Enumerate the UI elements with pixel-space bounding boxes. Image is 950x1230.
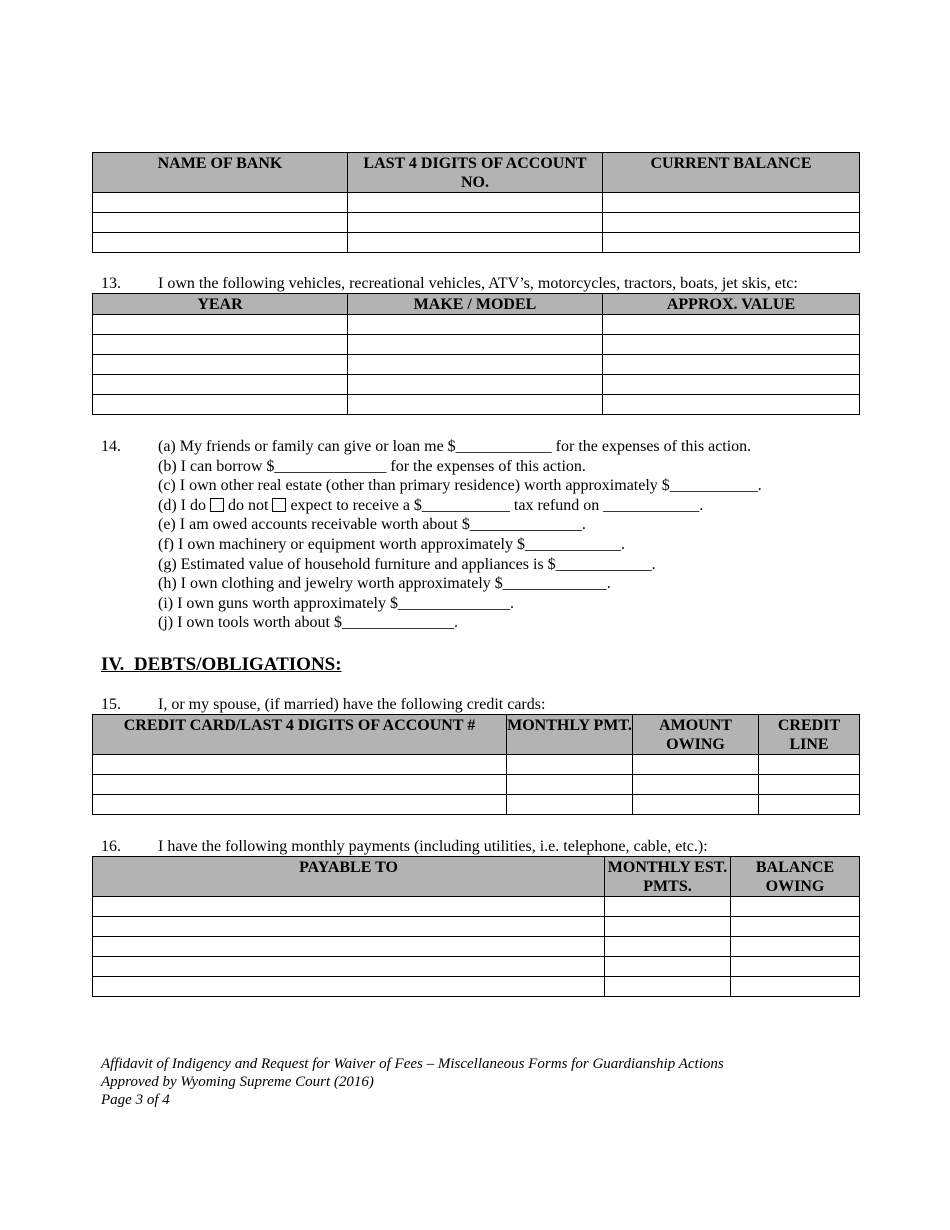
item-14i: (i) I own guns worth approximately $______________. bbox=[158, 595, 514, 612]
credit-cards-table bbox=[92, 714, 860, 815]
table-cell[interactable] bbox=[605, 917, 731, 937]
table-row bbox=[93, 897, 860, 917]
table-row bbox=[93, 315, 860, 335]
table-cell[interactable] bbox=[507, 755, 633, 775]
table-row bbox=[93, 775, 860, 795]
header-year: YEAR bbox=[93, 294, 348, 315]
table-cell[interactable] bbox=[605, 937, 731, 957]
table-cell[interactable] bbox=[93, 957, 605, 977]
table-cell[interactable] bbox=[731, 897, 860, 917]
section-heading-debts: IV. DEBTS/OBLIGATIONS: bbox=[101, 654, 342, 675]
header-monthly-pmt: MONTHLY PMT. bbox=[507, 715, 633, 755]
table-cell[interactable] bbox=[93, 917, 605, 937]
header-balance-owing: BALANCE OWING bbox=[731, 857, 860, 897]
question-13-text: I own the following vehicles, recreational vehicles, ATV’s, motorcycles, tractors, boats, jet skis, etc: bbox=[158, 275, 798, 292]
table-cell[interactable] bbox=[93, 213, 348, 233]
question-16-text: I have the following monthly payments (including utilities, i.e. telephone, cable, etc.): bbox=[158, 838, 708, 855]
question-16-number: 16. bbox=[101, 838, 121, 855]
header-last-4-digits: LAST 4 DIGITS OF ACCOUNT NO. bbox=[348, 153, 603, 193]
table-cell[interactable] bbox=[93, 355, 348, 375]
table-cell[interactable] bbox=[731, 937, 860, 957]
item-14d bbox=[158, 496, 703, 515]
table-cell[interactable] bbox=[348, 335, 603, 355]
table-row bbox=[93, 917, 860, 937]
table-cell[interactable] bbox=[731, 957, 860, 977]
monthly-payments-table bbox=[92, 856, 860, 997]
table-cell[interactable] bbox=[93, 937, 605, 957]
table-cell[interactable] bbox=[348, 193, 603, 213]
header-current-balance: CURRENT BALANCE bbox=[603, 153, 860, 193]
table-cell[interactable] bbox=[93, 795, 507, 815]
item-14b: (b) I can borrow $______________ for the expenses of this action. bbox=[158, 458, 586, 475]
question-15-number: 15. bbox=[101, 696, 121, 713]
table-cell[interactable] bbox=[603, 213, 860, 233]
vehicles-table bbox=[92, 293, 860, 415]
do-not-checkbox[interactable] bbox=[272, 498, 286, 512]
table-cell[interactable] bbox=[93, 755, 507, 775]
table-row bbox=[93, 213, 860, 233]
table-cell[interactable] bbox=[605, 957, 731, 977]
header-credit-line: CREDIT LINE bbox=[759, 715, 860, 755]
table-cell[interactable] bbox=[605, 977, 731, 997]
table-row bbox=[93, 755, 860, 775]
table-row bbox=[93, 977, 860, 997]
footer-form-title: Affidavit of Indigency and Request for Waiver of Fees – Miscellaneous Forms for Guardianship Actions bbox=[101, 1056, 724, 1072]
table-cell[interactable] bbox=[603, 375, 860, 395]
table-cell[interactable] bbox=[348, 355, 603, 375]
header-amount-owing: AMOUNT OWING bbox=[633, 715, 759, 755]
bank-accounts-table bbox=[92, 152, 860, 253]
item-14e: (e) I am owed accounts receivable worth about $______________. bbox=[158, 516, 586, 533]
table-cell[interactable] bbox=[93, 335, 348, 355]
table-cell[interactable] bbox=[348, 315, 603, 335]
do-checkbox[interactable] bbox=[210, 498, 224, 512]
table-cell[interactable] bbox=[603, 233, 860, 253]
table-row bbox=[93, 395, 860, 415]
table-cell[interactable] bbox=[633, 755, 759, 775]
table-cell[interactable] bbox=[93, 233, 348, 253]
table-cell[interactable] bbox=[759, 775, 860, 795]
item-14f: (f) I own machinery or equipment worth approximately $____________. bbox=[158, 536, 625, 553]
table-row bbox=[93, 795, 860, 815]
table-row bbox=[93, 937, 860, 957]
table-cell[interactable] bbox=[759, 755, 860, 775]
table-cell[interactable] bbox=[605, 897, 731, 917]
item-14c: (c) I own other real estate (other than primary residence) worth approximately $___________. bbox=[158, 477, 762, 494]
table-cell[interactable] bbox=[633, 795, 759, 815]
table-cell[interactable] bbox=[507, 795, 633, 815]
table-row bbox=[93, 375, 860, 395]
item-14j: (j) I own tools worth about $______________. bbox=[158, 614, 458, 631]
table-cell[interactable] bbox=[633, 775, 759, 795]
table-cell[interactable] bbox=[603, 193, 860, 213]
item-14d-prefix: (d) I do bbox=[158, 497, 206, 514]
table-cell[interactable] bbox=[603, 395, 860, 415]
table-cell[interactable] bbox=[93, 193, 348, 213]
table-cell[interactable] bbox=[93, 375, 348, 395]
question-13-number: 13. bbox=[101, 275, 121, 292]
item-14h: (h) I own clothing and jewelry worth approximately $_____________. bbox=[158, 575, 611, 592]
item-14g: (g) Estimated value of household furniture and appliances is $____________. bbox=[158, 556, 656, 573]
table-cell[interactable] bbox=[603, 355, 860, 375]
table-cell[interactable] bbox=[603, 335, 860, 355]
table-cell[interactable] bbox=[507, 775, 633, 795]
table-cell[interactable] bbox=[348, 375, 603, 395]
table-cell[interactable] bbox=[93, 897, 605, 917]
question-15-text: I, or my spouse, (if married) have the following credit cards: bbox=[158, 696, 546, 713]
table-cell[interactable] bbox=[348, 233, 603, 253]
table-cell[interactable] bbox=[93, 977, 605, 997]
item-14a: (a) My friends or family can give or loan me $____________ for the expenses of this action. bbox=[158, 438, 752, 455]
header-name-of-bank: NAME OF BANK bbox=[93, 153, 348, 193]
table-cell[interactable] bbox=[759, 795, 860, 815]
header-payable-to: PAYABLE TO bbox=[93, 857, 605, 897]
footer-approval: Approved by Wyoming Supreme Court (2016) bbox=[101, 1074, 374, 1090]
table-row bbox=[93, 233, 860, 253]
table-cell[interactable] bbox=[93, 775, 507, 795]
header-monthly-est-pmts: MONTHLY EST. PMTS. bbox=[605, 857, 731, 897]
table-row bbox=[93, 957, 860, 977]
item-14d-suffix: expect to receive a $___________ tax refund on ____________. bbox=[290, 497, 704, 514]
table-cell[interactable] bbox=[731, 977, 860, 997]
table-cell[interactable] bbox=[93, 395, 348, 415]
table-row bbox=[93, 193, 860, 213]
table-cell[interactable] bbox=[731, 917, 860, 937]
header-approx-value: APPROX. VALUE bbox=[603, 294, 860, 315]
table-row bbox=[93, 335, 860, 355]
header-make-model: MAKE / MODEL bbox=[348, 294, 603, 315]
table-cell[interactable] bbox=[93, 315, 348, 335]
table-cell[interactable] bbox=[348, 395, 603, 415]
footer-page-number: Page 3 of 4 bbox=[101, 1092, 170, 1108]
table-row bbox=[93, 355, 860, 375]
question-14-number: 14. bbox=[101, 438, 121, 455]
header-credit-card: CREDIT CARD/LAST 4 DIGITS OF ACCOUNT # bbox=[93, 715, 507, 755]
table-cell[interactable] bbox=[603, 315, 860, 335]
table-cell[interactable] bbox=[348, 213, 603, 233]
item-14d-do-not: do not bbox=[227, 497, 269, 514]
